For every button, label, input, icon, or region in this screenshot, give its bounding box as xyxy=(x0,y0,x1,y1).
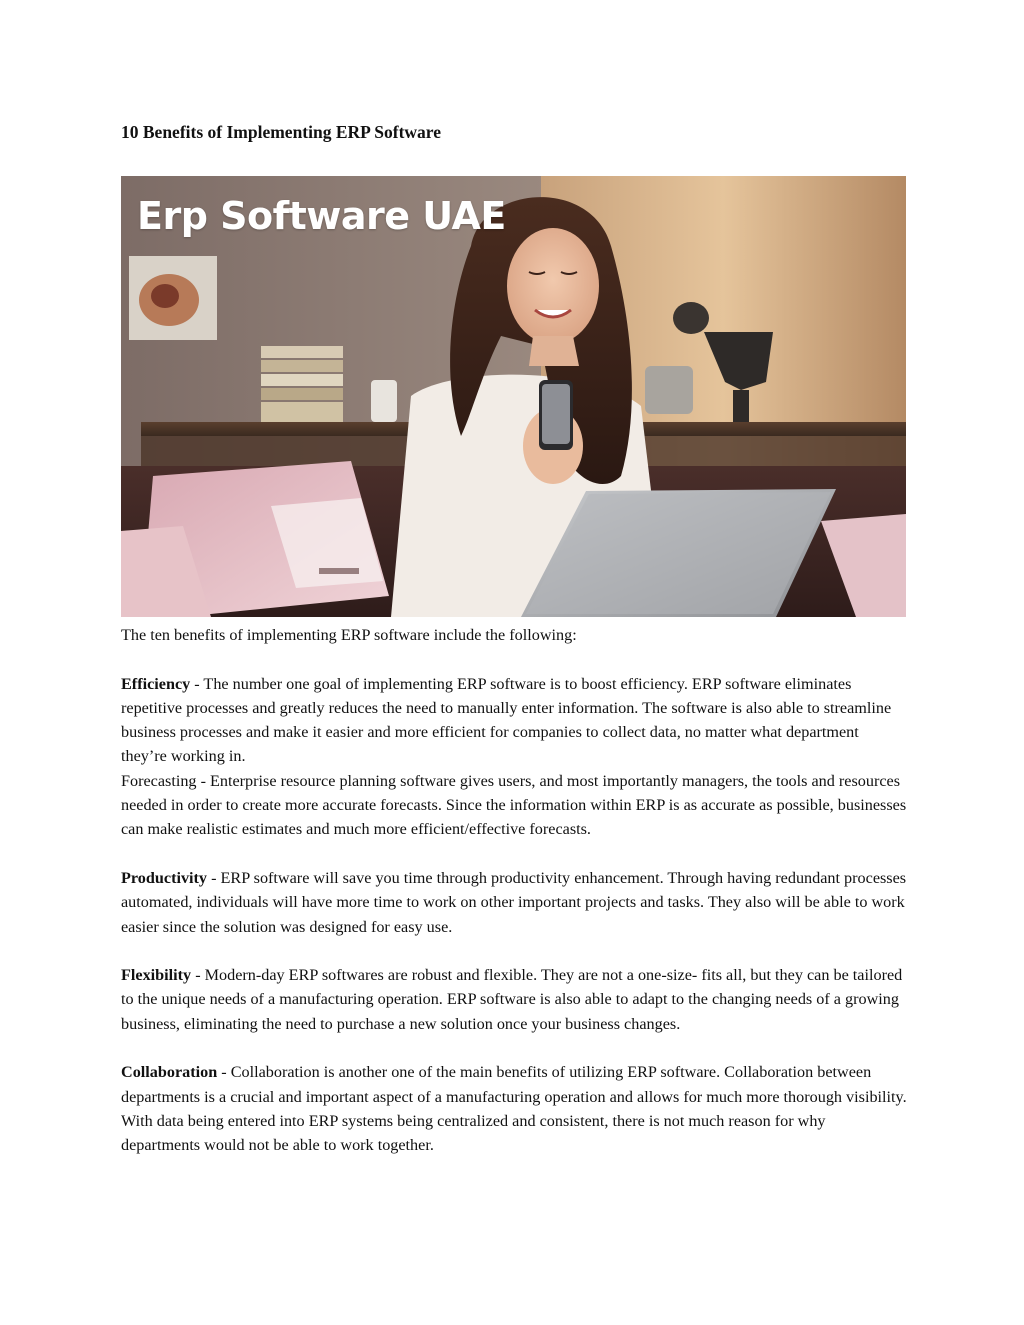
paragraph-efficiency xyxy=(121,672,907,769)
text-efficiency: - The number one goal of implementing ERP software is to boost efficiency. ERP software eliminates repetitive processes and greatly reduces the need to manually enter information. The software is also able to streamline business processes and make it easier and more efficient for companies to collect data, no matter what department they’re working in. xyxy=(121,674,892,766)
text-flexibility: - Modern-day ERP softwares are robust and flexible. They are not a one-size- fits all, but they can be tailored to the unique needs of a manufacturing operation. ERP software is also able to adapt to the changing needs of a growing business, eliminating the need to purchase a new solution once your business changes. xyxy=(121,966,903,1033)
paragraph-forecasting xyxy=(121,769,907,842)
text-forecasting: Forecasting - Enterprise resource planning software gives users, and most importantly managers, the tools and resources needed in order to create more accurate forecasts. Since the information within ERP is as accurate as possible, businesses can make realistic estimates and much more efficient/effective forecasts. xyxy=(121,771,907,839)
paragraph-productivity xyxy=(121,866,907,939)
hero-image xyxy=(121,176,906,617)
paragraph-collaboration xyxy=(121,1060,907,1157)
intro-paragraph: The ten benefits of implementing ERP software include the following: xyxy=(121,626,577,644)
text-collaboration: - Collaboration is another one of the main benefits of utilizing ERP software. Collaboration between departments is a crucial and important aspect of a manufacturing operation and allows for much more thorough visibility. With data being entered into ERP systems being centralized and consistent, there is not much reason for why departments would not be able to work together. xyxy=(121,1063,907,1155)
term-productivity: Productivity xyxy=(121,868,208,887)
hero-photo xyxy=(121,176,906,617)
text-productivity: - ERP software will save you time through productivity enhancement. Through having redundant processes automated, individuals will have more time to work on other important projects and tasks. They also will be able to work easier since the solution was designed for easy use. xyxy=(121,868,907,936)
document-body xyxy=(121,623,907,1158)
term-collaboration: Collaboration xyxy=(121,1063,218,1082)
document-title: 10 Benefits of Implementing ERP Software xyxy=(121,122,441,142)
term-flexibility: Flexibility xyxy=(121,966,192,985)
hero-caption: Erp Software UAE xyxy=(137,194,506,238)
term-efficiency: Efficiency xyxy=(121,674,191,693)
paragraph-flexibility xyxy=(121,963,907,1036)
